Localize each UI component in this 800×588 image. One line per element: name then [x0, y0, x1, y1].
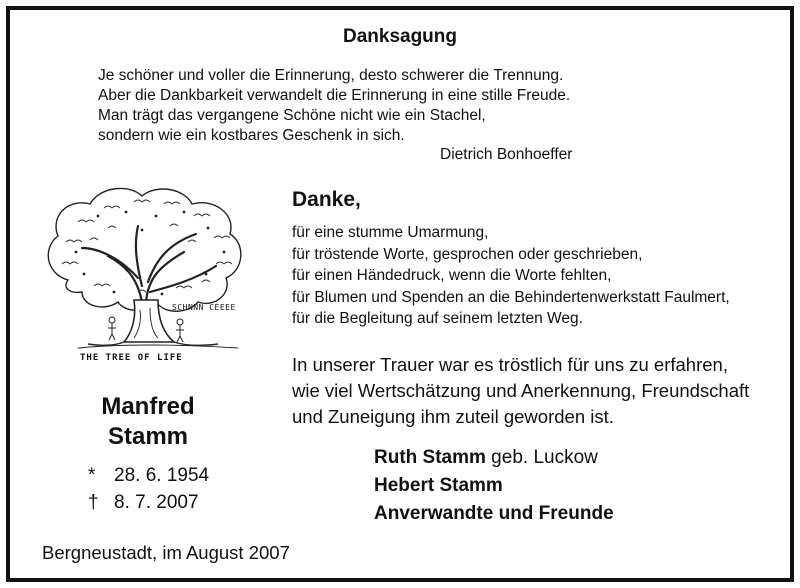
- tree-caption: THE TREE OF LIFE: [80, 353, 183, 363]
- signer-line: [374, 444, 614, 472]
- signer-maiden-name: geb. Luckow: [485, 447, 598, 468]
- thanks-line: für tröstende Worte, gesprochen oder geschrieben,: [292, 245, 643, 263]
- thanks-line: für Blumen und Spenden an die Behindertenwerkstatt Faulmert,: [292, 288, 730, 306]
- poem-author: Dietrich Bonhoeffer: [440, 146, 573, 163]
- tree-scribble: SCHNNN CEEEE: [172, 303, 236, 312]
- condolence-line: wie viel Wertschätzung und Anerkennung, Freundschaft: [292, 380, 750, 401]
- place-date: Bergneustadt, im August 2007: [42, 542, 290, 563]
- signers: [374, 444, 614, 528]
- thanks-list: [292, 222, 730, 330]
- death-row: [88, 489, 209, 516]
- thanks-heading: Danke,: [292, 188, 361, 211]
- thanks-line: für einen Händedruck, wenn die Worte fehlten,: [292, 267, 612, 284]
- death-date: 8. 7. 2007: [114, 492, 199, 513]
- life-dates: [88, 462, 209, 516]
- signer-name: Hebert Stamm: [374, 475, 503, 496]
- first-name: Manfred: [101, 393, 195, 420]
- poem: [98, 66, 570, 146]
- poem-line: Je schöner und voller die Erinnerung, desto schwerer die Trennung.: [98, 67, 564, 84]
- poem-line: Aber die Dankbarkeit verwandelt die Erinnerung in eine stille Freude.: [98, 87, 571, 104]
- tree-of-life-icon: [38, 182, 258, 372]
- obituary-card: [6, 6, 794, 582]
- page-title: Danksagung: [342, 26, 458, 47]
- last-name: Stamm: [107, 423, 189, 450]
- poem-line: sondern wie ein kostbares Geschenk in sich.: [98, 127, 405, 144]
- birth-star-icon: *: [88, 465, 96, 486]
- birth-row: [88, 462, 209, 489]
- condolence-paragraph: [292, 352, 749, 430]
- birth-date: 28. 6. 1954: [114, 465, 210, 486]
- death-cross-icon: †: [88, 492, 99, 513]
- condolence-line: In unserer Trauer war es tröstlich für uns zu erfahren,: [292, 354, 728, 375]
- poem-line: Man trägt das vergangene Schöne nicht wie ein Stachel,: [98, 107, 486, 124]
- signer-name: Ruth Stamm: [374, 447, 486, 468]
- condolence-line: und Zuneigung ihm zuteil geworden ist.: [292, 406, 614, 427]
- deceased-name: [58, 392, 238, 452]
- signer-line: [374, 500, 614, 528]
- signer-name: Anverwandte und Freunde: [374, 503, 614, 524]
- thanks-line: für die Begleitung auf seinem letzten Weg.: [292, 310, 583, 327]
- signer-line: [374, 472, 614, 500]
- thanks-line: für eine stumme Umarmung,: [292, 224, 489, 241]
